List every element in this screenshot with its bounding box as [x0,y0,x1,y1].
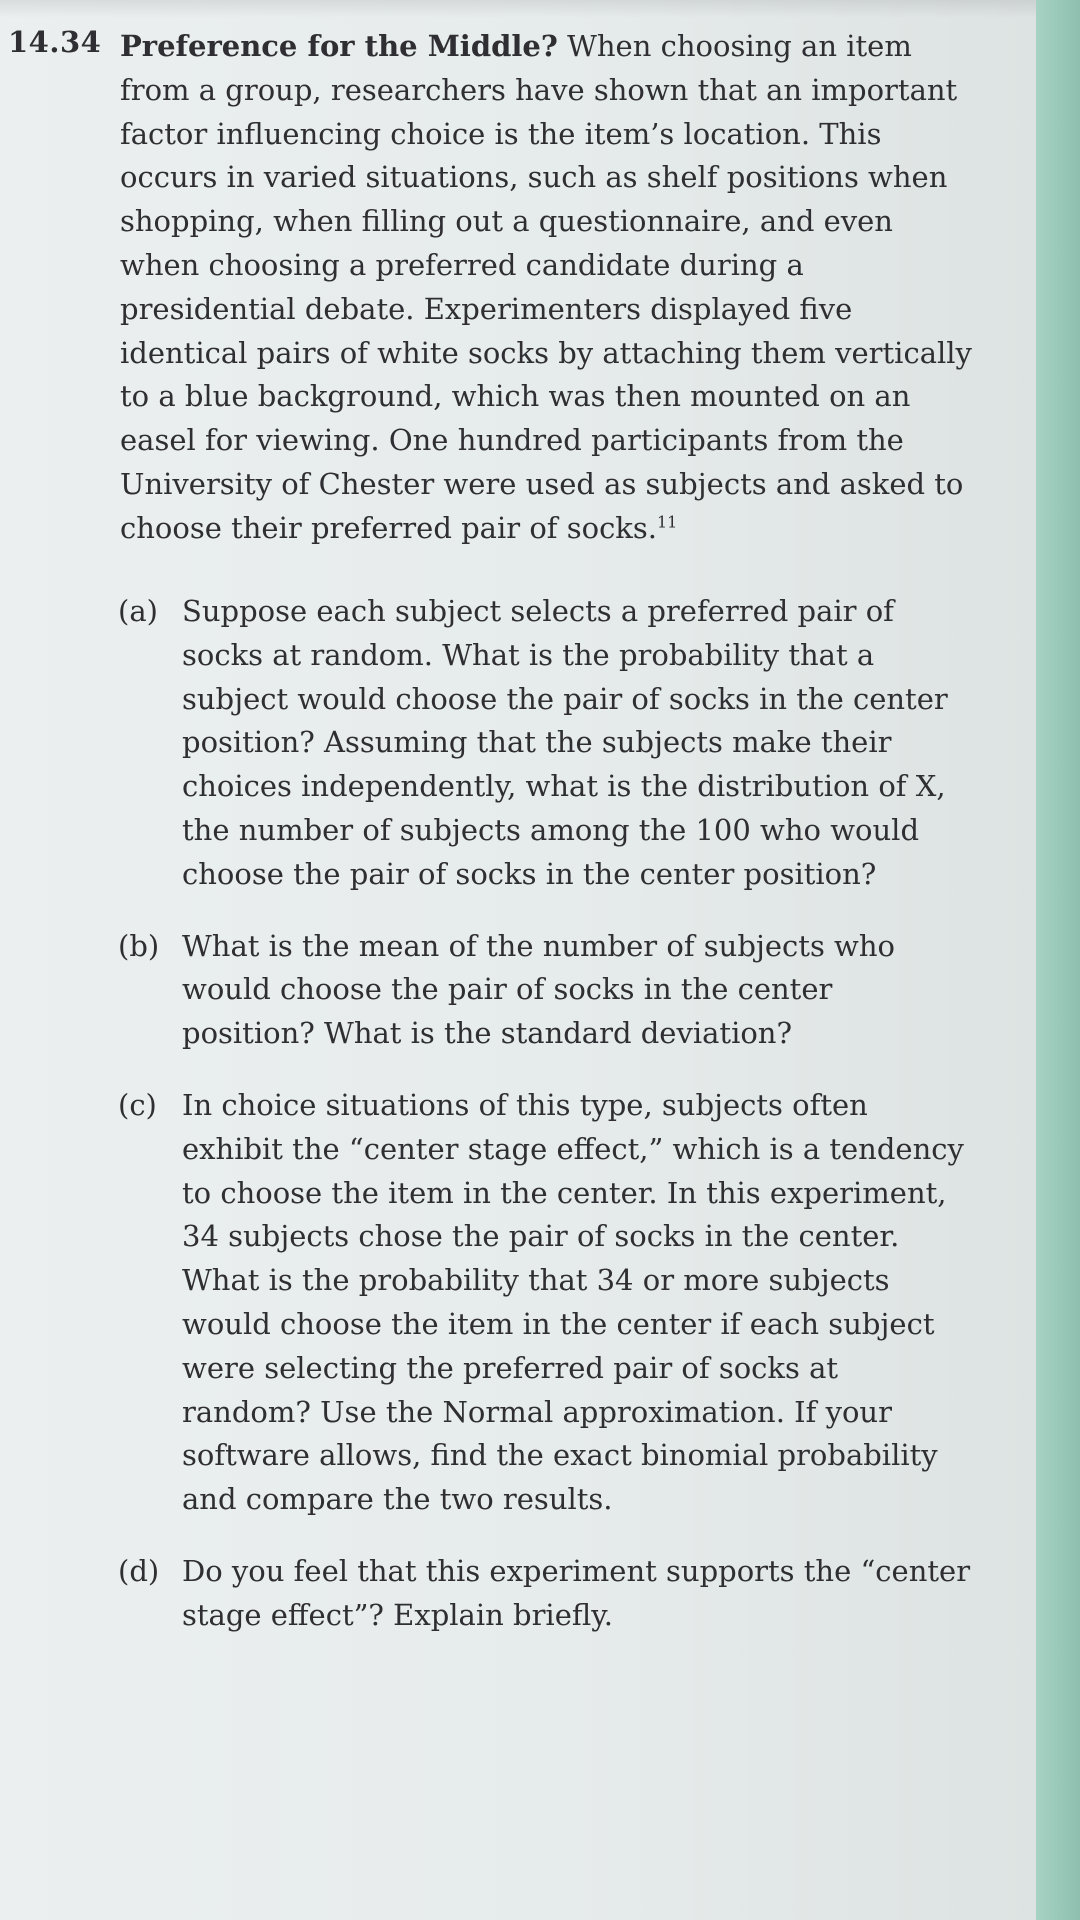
problem-intro [120,25,980,551]
part-a [118,590,988,897]
part-text-c: In choice situations of this type, subjects often exhibit the “center stage effect,” which is a tendency to choose the item in the center. In this experiment, 34 subjects chose the pair of socks in the center. What is the probability that 34 or more subjects would choose the item in the center if each subject were selecting the preferred pair of socks at random? Use the Normal approximation. If your software allows, find the exact binomial probability and compare the two results. [182,1087,964,1517]
problem-parts [118,590,988,1666]
part-text-a: Suppose each subject selects a preferred pair of socks at random. What is the probability that a subject would choose the pair of socks in the center position? Assuming that the subjects make their choices independently, what is the distribution of X, the number of subjects among the 100 who would choose the pair of socks in the center position? [182,594,948,891]
part-label-a: (a) [118,594,158,628]
footnote-marker: 11 [656,512,678,532]
problem-title: Preference for the Middle? [120,29,558,63]
part-label-d: (d) [118,1553,160,1588]
book-page-edge [1036,0,1080,1920]
part-label-b: (b) [118,928,160,963]
problem-number: 14.34 [8,25,102,59]
part-label-c: (c) [118,1087,157,1122]
problem-intro-text: When choosing an item from a group, researchers have shown that an important factor influencing choice is the item’s location. This occurs in varied situations, such as shelf positions when shopping, when filling out a questionnaire, and even when choosing a preferred candidate during a presidential debate. Experimenters displayed five identical pairs of white socks by attaching them vertically to a blue background, which was then mounted on an easel for viewing. One hundred participants from the University of Chester were used as subjects and asked to choose their preferred pair of socks. [120,29,972,545]
page-top-shadow [0,0,1036,18]
part-text-d: Do you feel that this experiment supports the “center stage effect”? Explain briefly. [182,1553,971,1632]
part-c [118,1084,988,1522]
part-d [118,1550,988,1638]
part-text-b: What is the mean of the number of subjects who would choose the pair of socks in the center position? What is the standard deviation? [182,928,896,1051]
part-b [118,925,988,1056]
